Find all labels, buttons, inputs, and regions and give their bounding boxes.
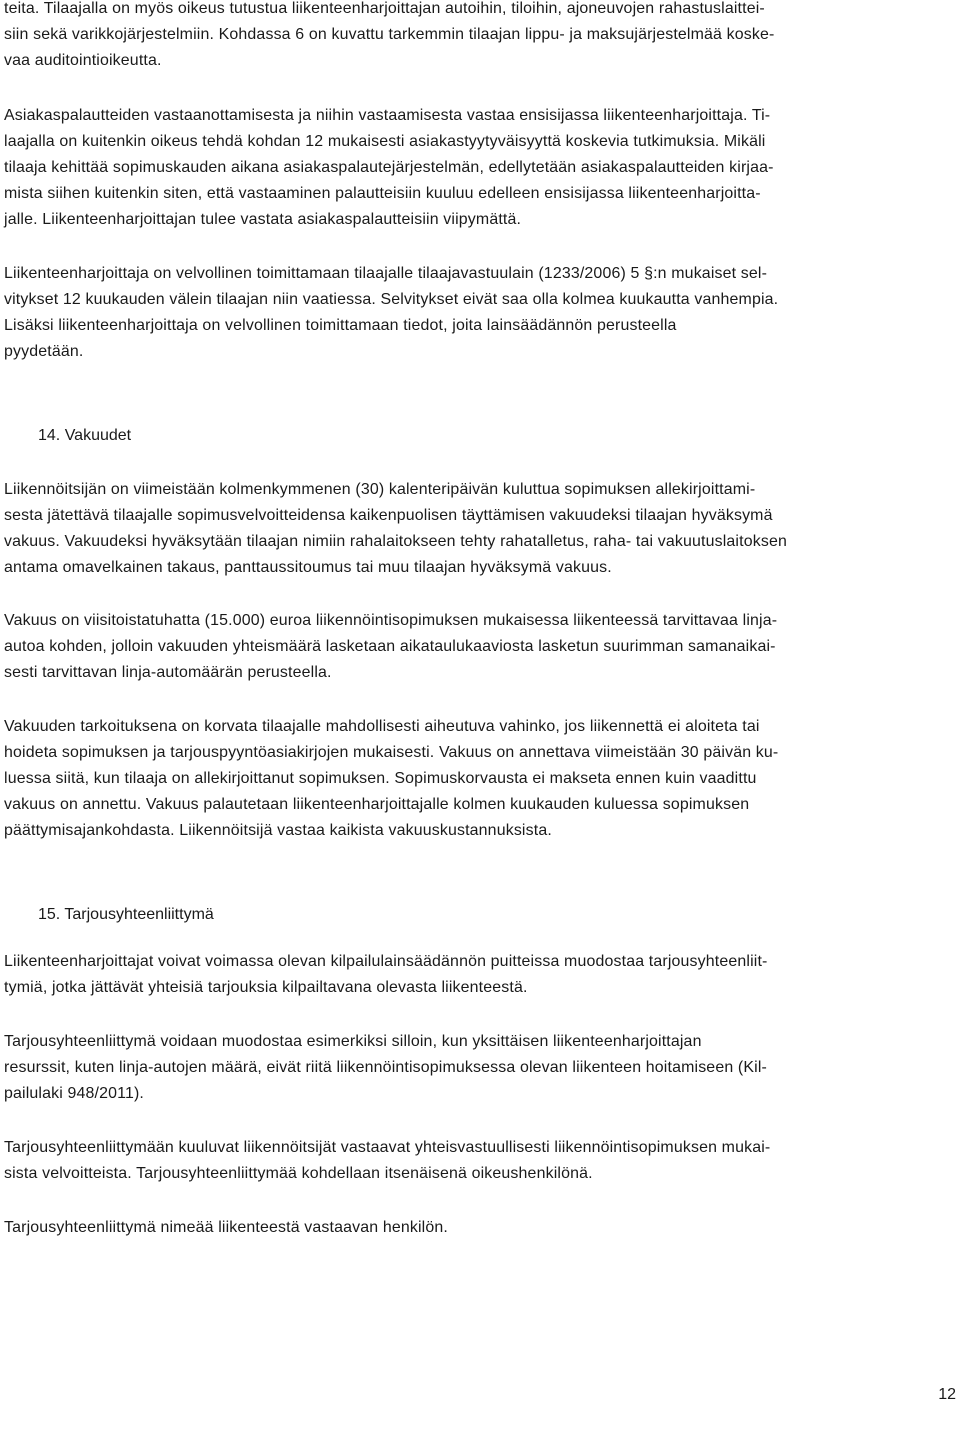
paragraph-contractor-liability: Liikenteenharjoittaja on velvollinen toimittamaan tilaajalle tilaajavastuulain (1233/2006) 5 §:n mukaiset sel- vitykset 12 kuukauden välein tilaajan niin vaatiessa. Selvitykset eivät saa olla kolmea kuukautta vanhempia. Lisäksi liikenteenharjoittaja on velvollinen toimittamaan tiedot, joita lainsäädännön perusteella pyydetään. bbox=[4, 265, 779, 360]
paragraph-consortium-liability: Tarjousyhteenliittymään kuuluvat liikennöitsijät vastaavat yhteisvastuullisesti liikennöintisopimuksen mukai- sista velvoitteista. Tarjousyhteenliittymää kohdellaan itsenäisenä oikeushenkilönä. bbox=[4, 1139, 771, 1182]
paragraph-customer-feedback: Asiakaspalautteiden vastaanottamisesta ja niihin vastaamisesta vastaa ensisijassa liikenteenharjoittaja. Ti- laajalla on kuitenkin oikeus tehdä kohdan 12 mukaisesti asiakastyytyväisyyttä koskevia tutkimuksia. Mikäli tilaaja kehittää sopimuskauden aikana asiakaspalautejärjestelmän, edellytetään asiakaspalautteiden kirjaa- mista siihen kuitenkin siten, että vastaaminen palautteisiin kuuluu edelleen ensisijassa liikenteenharjoitta- jalle. Liikenteenharjoittajan tulee vastata asiakaspalautteisiin viipymättä. bbox=[4, 107, 774, 228]
paragraph-consortium-contact: Tarjousyhteenliittymä nimeää liikenteestä vastaavan henkilön. bbox=[4, 1219, 448, 1236]
paragraph-audit-rights: teita. Tilaajalla on myös oikeus tutustua liikenteenharjoittajan autoihin, tiloihin, ajoneuvojen rahastuslaittei- siin sekä varikkojärjestelmiin. Kohdassa 6 on kuvattu tarkemmin tilaajan lippu- ja maksujärjestelmää koske- vaa auditointioikeutta. bbox=[4, 0, 775, 69]
paragraph-security-deadline: Liikennöitsijän on viimeistään kolmenkymmenen (30) kalenteripäivän kuluttua sopimuksen allekirjoittami- sesta jätettävä tilaajalle sopimusvelvoitteidensa kaikenpuolisen täyttämisen vakuudeksi tilaajan hyväksymä vakuus. Vakuudeksi hyväksytään tilaajan nimiin rahalaitokseen tehty rahatalletus, raha- tai vakuutuslaitoksen antama omavelkainen takaus, panttaussitoumus tai muu tilaajan hyväksymä vakuus. bbox=[4, 481, 787, 576]
paragraph-security-purpose: Vakuuden tarkoituksena on korvata tilaajalle mahdollisesti aiheutuva vahinko, jos liikennettä ei aloiteta tai hoideta sopimuksen ja tarjouspyyntöasiakirjojen mukaisesti. Vakuus on annettava viimeistään 30 päivän ku- luessa siitä, kun tilaaja on allekirjoittanut sopimuksen. Sopimuskorvausta ei makseta ennen kuin vaadittu vakuus on annettu. Vakuus palautetaan liikenteenharjoittajalle kolmen kuukauden kuluessa sopimuksen päättymisajankohdasta. Liikennöitsijä vastaa kaikista vakuuskustannuksista. bbox=[4, 718, 779, 839]
paragraph-consortium-formation: Liikenteenharjoittajat voivat voimassa olevan kilpailulainsäädännön puitteissa muodostaa tarjousyhteenliit- tymiä, jotka jättävät yhteisiä tarjouksia kilpailtavana olevasta liikenteestä. bbox=[4, 953, 768, 996]
page-number: 12 bbox=[938, 1386, 956, 1403]
section-heading-tarjousyhteenliittyma: 15. Tarjousyhteenliittymä bbox=[38, 906, 214, 923]
paragraph-consortium-example: Tarjousyhteenliittymä voidaan muodostaa esimerkiksi silloin, kun yksittäisen liikenteenharjoittajan resurssit, kuten linja-autojen määrä, eivät riitä liikennöintisopimuksessa olevan liikenteen hoitamiseen (Kil- pailulaki 948/2011). bbox=[4, 1033, 767, 1102]
section-heading-vakuudet: 14. Vakuudet bbox=[38, 427, 132, 444]
paragraph-security-amount: Vakuus on viisitoistatuhatta (15.000) euroa liikennöintisopimuksen mukaisessa liikenteessä tarvittavaa linja- autoa kohden, jolloin vakuuden yhteismäärä lasketaan aikataulukaaviosta lasketun suurimman samanaikai- sesti tarvittavan linja-automäärän perusteella. bbox=[4, 612, 778, 681]
